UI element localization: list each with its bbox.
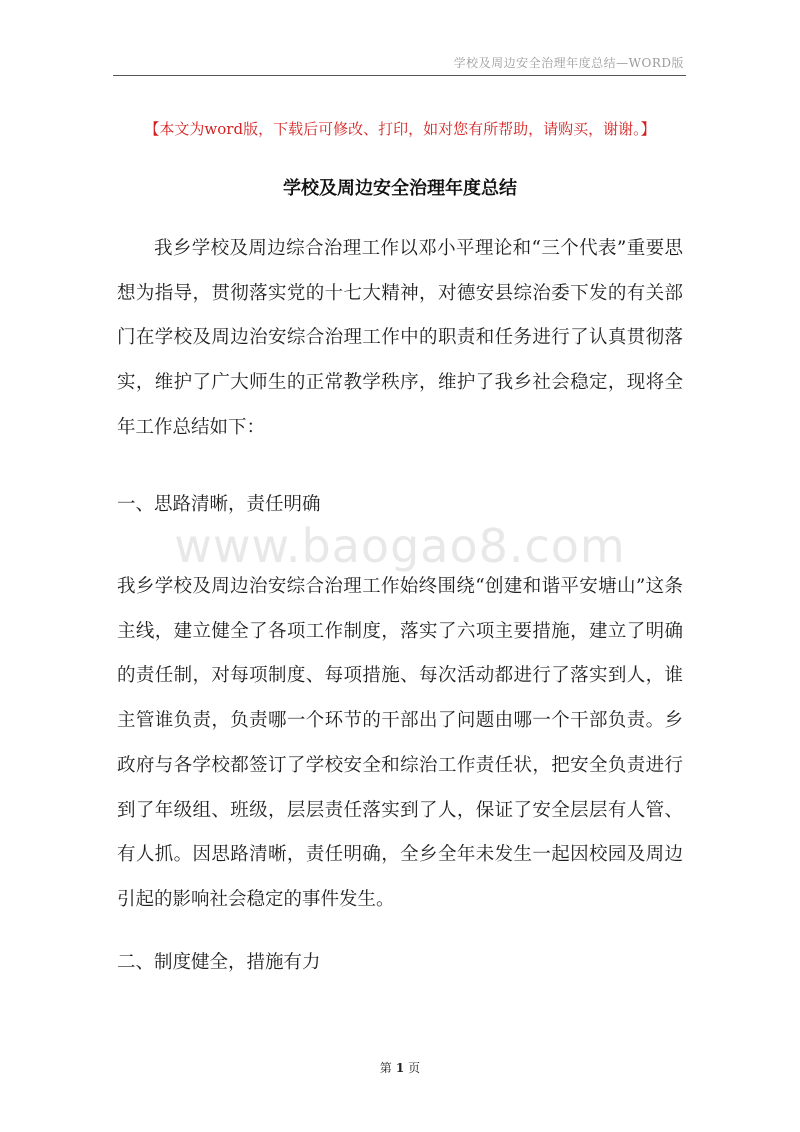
page-suffix: 页 [408,1061,421,1075]
section-1-heading: 一、思路清晰，责任明确 [117,494,321,515]
section-1-body: 我乡学校及周边治安综合治理工作始终围绕“创建和谐平安塘山”这条主线，建立健全了各项工作制度，落实了六项主要措施，建立了明确的责任制，对每项制度、每项措施、每次活动都进行了落实到人，谁主管谁负责，负责哪一个环节的干部出了问题由哪一个干部负责。乡政府与各学校都签订了学校安全和综治工作责任状，把安全负责进行到了年级组、班级，层层责任落实到了人，保证了安全层层有人管、有人抓。因思路清晰，责任明确，全乡全年未发生一起因校园及周边引起的影响社会稳定的事件发生。 [117,576,683,910]
intro-paragraph: 我乡学校及周边综合治理工作以邓小平理论和“三个代表”重要思想为指导，贯彻落实党的十七大精神，对德安县综治委下发的有关部门在学校及周边治安综合治理工作中的职责和任务进行了认真贯彻落实，维护了广大师生的正常教学秩序，维护了我乡社会稳定，现将全年工作总结如下： [117,238,683,438]
page-footer [0,1059,800,1076]
section-2-heading: 二、制度健全，措施有力 [117,952,321,973]
document-title: 学校及周边安全治理年度总结 [283,178,517,199]
page-number: 1 [395,1061,405,1075]
page-prefix: 第 [379,1061,392,1075]
running-header: 学校及周边安全治理年度总结—WORD版 [453,56,684,70]
download-notice: 【本文为word版，下载后可修改、打印，如对您有所帮助，请购买，谢谢。】 [144,120,656,138]
watermark: www.baogao8.com [174,519,626,573]
header-divider [113,75,686,76]
